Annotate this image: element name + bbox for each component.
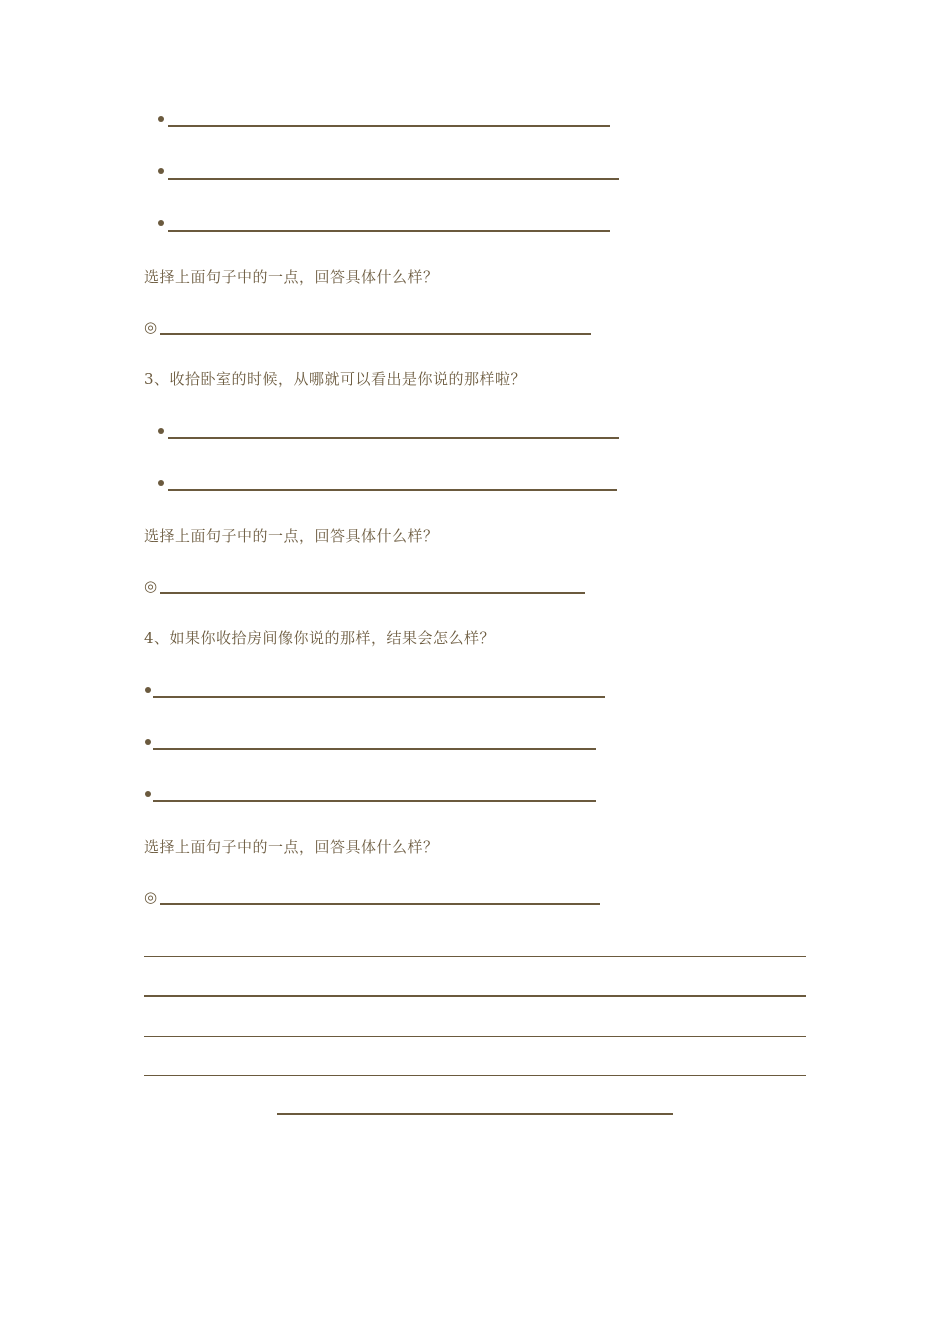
writing-line[interactable] bbox=[144, 1075, 806, 1076]
centered-writing-line[interactable] bbox=[277, 1113, 673, 1115]
prompt-text: 选择上面句子中的一点，回答具体什么样？ bbox=[144, 838, 439, 856]
answer-line[interactable] bbox=[168, 489, 617, 491]
answer-line[interactable] bbox=[160, 333, 591, 335]
answer-marker: ◎ bbox=[144, 577, 158, 595]
bullet-dot bbox=[145, 687, 151, 693]
bullet-dot bbox=[158, 116, 164, 122]
answer-line[interactable] bbox=[160, 903, 600, 905]
answer-marker: ◎ bbox=[144, 888, 158, 906]
answer-line[interactable] bbox=[153, 696, 605, 698]
prompt-text: 选择上面句子中的一点，回答具体什么样？ bbox=[144, 268, 439, 286]
prompt-text: 选择上面句子中的一点，回答具体什么样？ bbox=[144, 527, 439, 545]
bullet-dot bbox=[158, 480, 164, 486]
answer-line[interactable] bbox=[168, 125, 610, 127]
answer-line[interactable] bbox=[168, 230, 610, 232]
bullet-dot bbox=[158, 168, 164, 174]
writing-line[interactable] bbox=[144, 995, 806, 997]
bullet-dot bbox=[145, 791, 151, 797]
writing-line[interactable] bbox=[144, 1036, 806, 1037]
answer-line[interactable] bbox=[153, 748, 596, 750]
writing-line[interactable] bbox=[144, 956, 806, 957]
answer-line[interactable] bbox=[168, 437, 619, 439]
answer-marker: ◎ bbox=[144, 318, 158, 336]
question-4: 4、如果你收拾房间像你说的那样，结果会怎么样？ bbox=[144, 629, 496, 647]
bullet-dot bbox=[158, 428, 164, 434]
bullet-dot bbox=[145, 739, 151, 745]
bullet-dot bbox=[158, 220, 164, 226]
answer-line[interactable] bbox=[153, 800, 596, 802]
question-3: 3、收拾卧室的时候，从哪就可以看出是你说的那样啦？ bbox=[144, 370, 527, 388]
answer-line[interactable] bbox=[168, 178, 619, 180]
answer-line[interactable] bbox=[160, 592, 585, 594]
